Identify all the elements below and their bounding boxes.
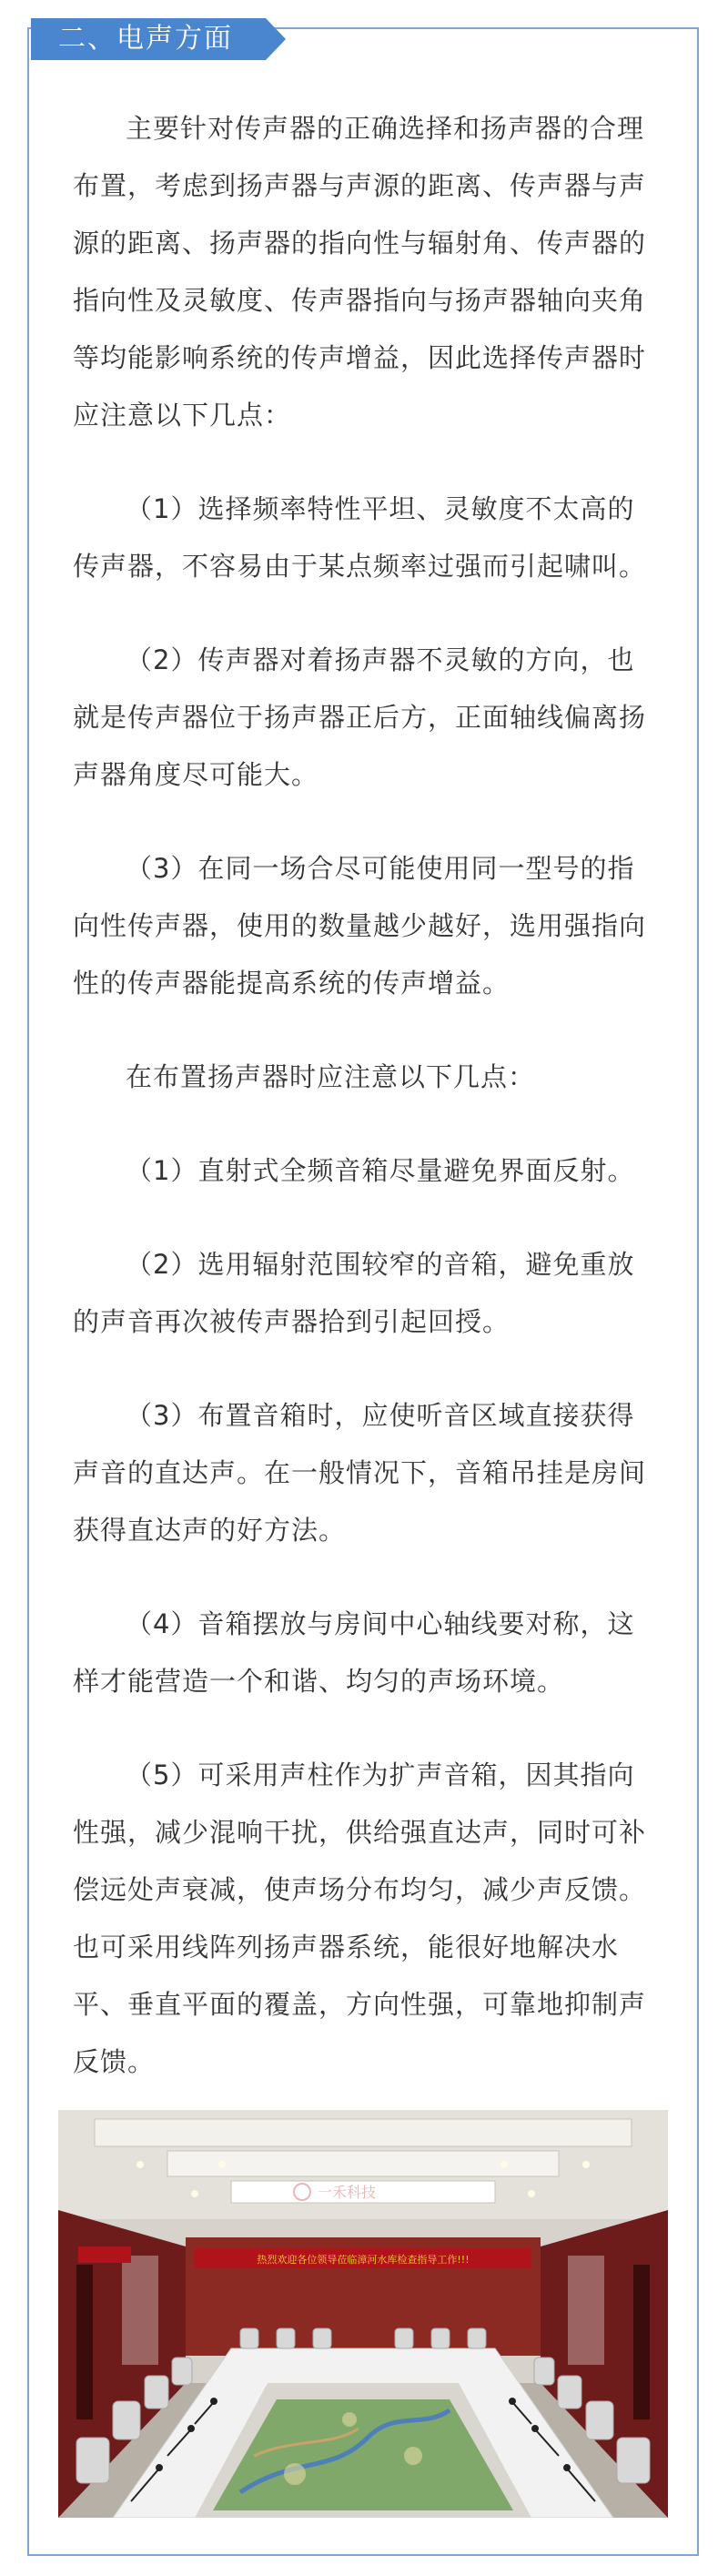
- conference-room-photo: [58, 2110, 668, 2518]
- speaker-intro: 在布置扬声器时应注意以下几点：: [126, 1061, 536, 1092]
- welcome-banner-text: 热烈欢迎各位领导莅临漳河水库检查指导工作!!!: [257, 2254, 470, 2266]
- speaker-tip-2: （2）选用辐射范围较窄的音箱，避免重放的声音再次被传声器拾到引起回授。: [73, 1249, 635, 1337]
- article-body: [73, 100, 655, 2091]
- speaker-tip-5: （5）可采用声柱作为扩声音箱，因其指向性强，减少混响干扰，供给强直达声，同时可补偿远处声衰减，使声场分布均匀，减少声反馈。也可采用线阵列扬声器系统，能很好地解决水平、垂直平面的覆盖，方向性强，可靠地抑制声反馈。: [73, 1760, 647, 2077]
- speaker-tip-4: （4）音箱摆放与房间中心轴线要对称，这样才能营造一个和谐、均匀的声场环境。: [73, 1608, 635, 1697]
- side-sign: [78, 2246, 131, 2263]
- section-title: 二、电声方面: [31, 18, 266, 60]
- watermark-text: 一禾科技: [318, 2184, 377, 2201]
- speaker-tip-3: （3）布置音箱时，应使听音区域直接获得声音的直达声。在一般情况下，音箱吊挂是房间获得直达声的好方法。: [73, 1400, 647, 1546]
- mic-tip-1: （1）选择频率特性平坦、灵敏度不太高的传声器，不容易由于某点频率过强而引起啸叫。: [73, 493, 647, 582]
- intro-paragraph: 主要针对传声器的正确选择和扬声器的合理布置，考虑到扬声器与声源的距离、传声器与声源的距离、扬声器的指向性与辐射角、传声器的指向性及灵敏度、传声器指向与扬声器轴向夹角等均能影响系统的传声增益，因此选择传声器时应注意以下几点：: [73, 113, 647, 431]
- speaker-tip-1: （1）直射式全频音箱尽量避免界面反射。: [126, 1155, 635, 1186]
- mic-tip-2: （2）传声器对着扬声器不灵敏的方向，也就是传声器位于扬声器正后方，正面轴线偏离扬声器角度尽可能大。: [73, 644, 647, 790]
- mic-tip-3: （3）在同一场合尽可能使用同一型号的指向性传声器，使用的数量越少越好，选用强指向性的传声器能提高系统的传声增益。: [73, 853, 647, 999]
